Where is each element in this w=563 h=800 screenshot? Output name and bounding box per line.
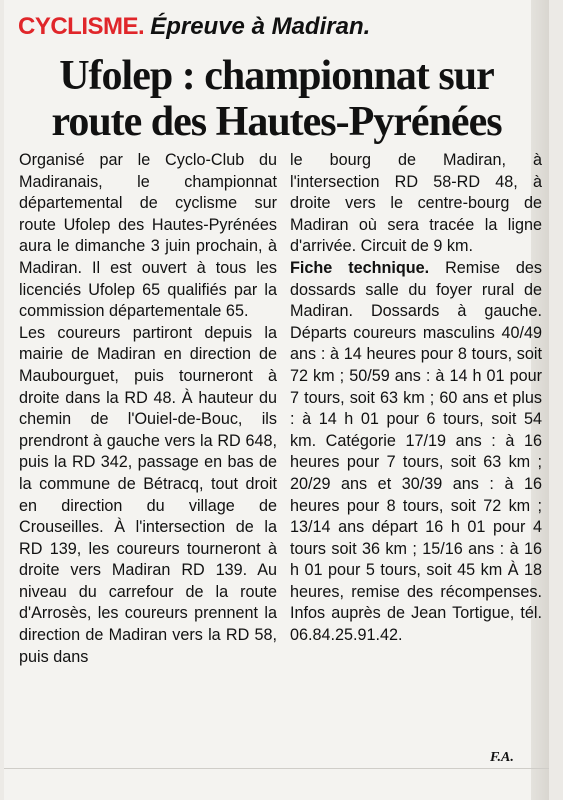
article-kicker — [18, 12, 370, 42]
paragraph-technical — [290, 258, 542, 647]
fiche-technique-label: Fiche technique. — [290, 258, 430, 277]
kicker-subtitle: Épreuve à Madiran. — [150, 13, 371, 40]
paragraph-route: Les coureurs partiront depuis la mairie de Madiran en direction de Maubourguet, puis tourneront à droite dans la RD 48. À hauteur du chemin de l'Ouiel-de-Bouc, ils prendront à gauche vers la RD 648, puis la RD 342, passage en bas de la commune de Bétracq, tout droit en direction du village de Crouseilles. À l'intersection de la RD 139, les coureurs tourneront à droite vers Madiran RD 139. Au niveau du carrefour de la route d'Arrosès, les coureurs prennent la direction de Madiran vers la RD 58, puis dans — [19, 323, 277, 666]
article-column-left — [19, 150, 277, 668]
bottom-rule — [4, 768, 549, 769]
headline-line-1: Ufolep : championnat sur — [59, 53, 494, 99]
newspaper-clipping — [4, 0, 549, 800]
paragraph-intro: Organisé par le Cyclo-Club du Madiranais, le championnat départemental de cyclisme sur route Ufolep des Hautes-Pyrénées aura le dimanche 3 juin prochain, à Madiran. Il est ouvert à tous les licenciés Ufolep 65 qualifiés par la commission départementale 65. — [19, 151, 277, 321]
paragraph-route-end: le bourg de Madiran, à l'intersection RD 58-RD 48, à droite vers le centre-bourg de Madiran où sera tracée la ligne d'arrivée. Circuit de 9 km. — [290, 151, 542, 256]
headline-line-2: route des Hautes-Pyrénées — [51, 99, 502, 145]
section-tag: CYCLISME. — [18, 13, 145, 40]
technical-details: Remise des dossards salle du foyer rural de Madiran. Dossards à gauche. Départs coureurs masculins 40/49 ans : à 14 heures pour 8 tours, soit 72 km ; 50/59 ans : à 14 h 01 pour 7 tours, soit 63 km ; 60 ans et plus : à 14 h 01 pour 6 tours, soit 54 km. Catégorie 17/19 ans : à 16 heures pour 7 tours, soit 63 km ; 20/29 ans et 30/39 ans : à 16 heures pour 8 tours, soit 72 km ; 13/14 ans départ 16 h 01 pour 4 tours soit 36 km ; 15/16 ans : à 16 h 01 pour 5 tours, soit 45 km À 18 heures, remise des récompenses. Infos auprès de Jean Tortigue, tél. 06.84.25.91.42. — [290, 258, 542, 645]
author-signature: F.A. — [490, 750, 514, 765]
article-column-right — [290, 150, 542, 647]
